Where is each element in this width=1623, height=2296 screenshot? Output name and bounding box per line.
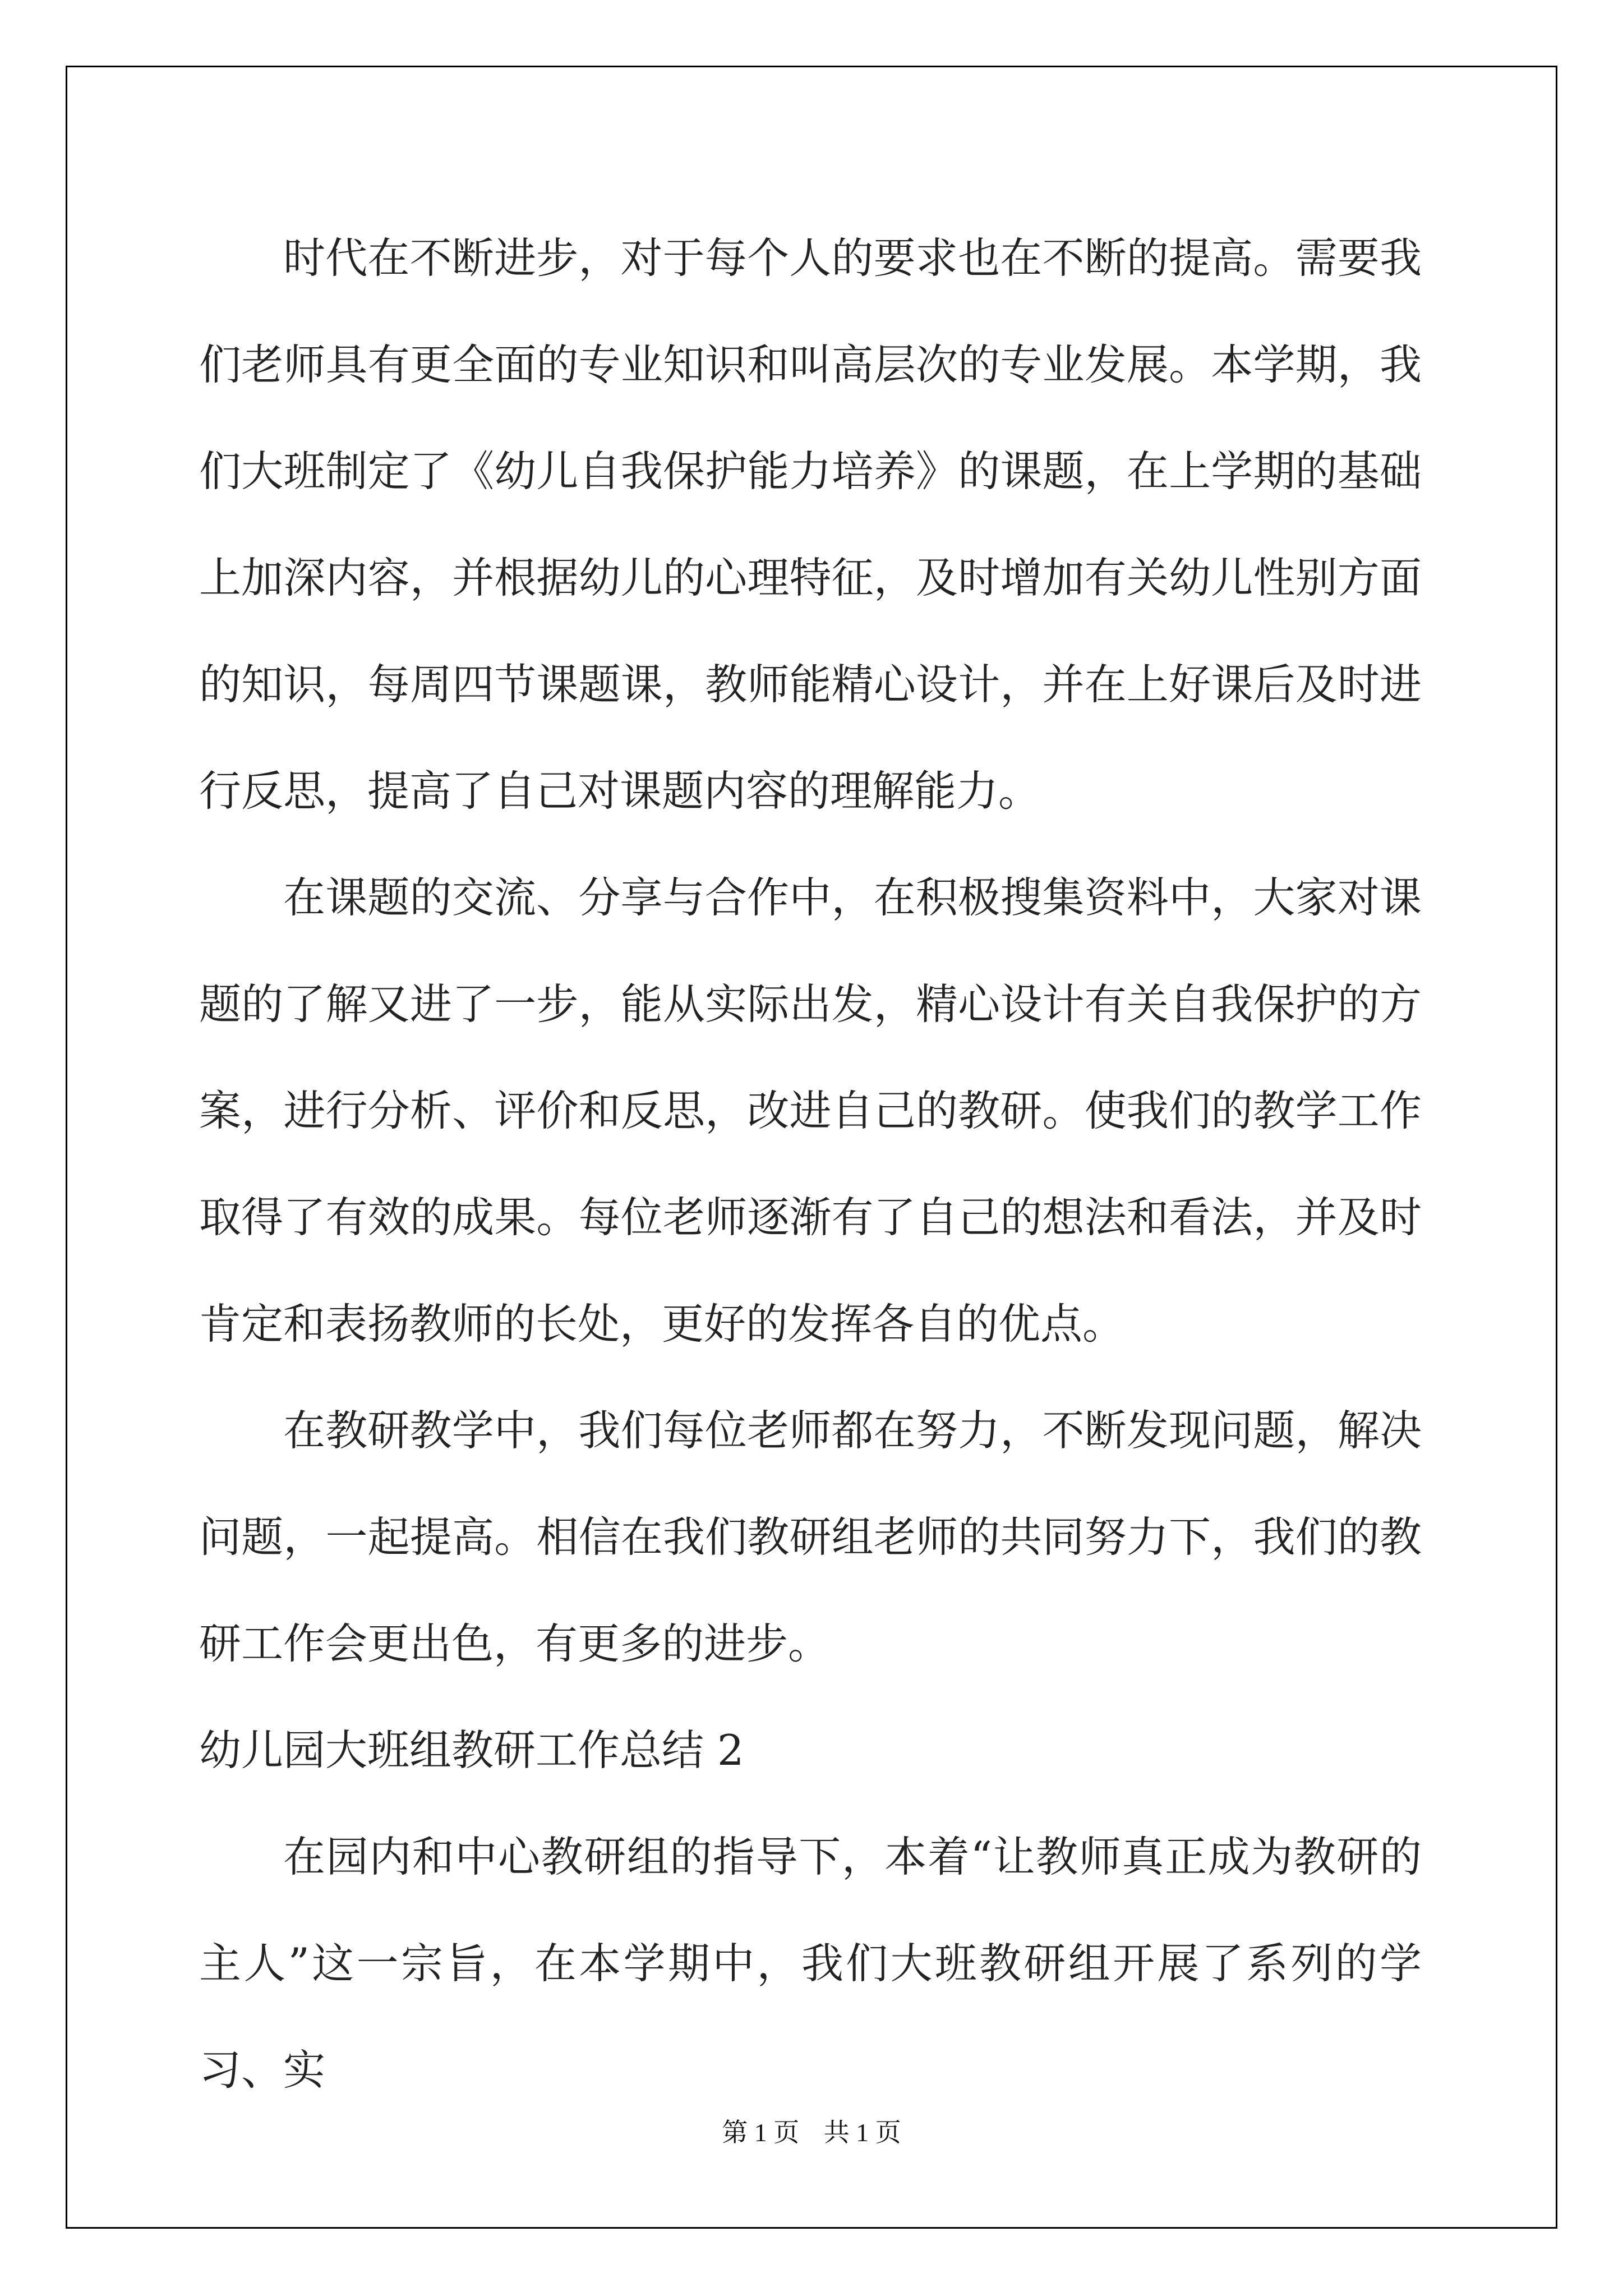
document-body bbox=[199, 205, 1422, 2123]
page-footer bbox=[0, 2116, 1623, 2150]
paragraph-3: 在教研教学中，我们每位老师都在努力，不断发现问题，解决问题，一起提高。相信在我们教研组老师的共同努力下，我们的教研工作会更出色，有更多的进步。 bbox=[199, 1406, 1422, 1668]
paragraph-2: 在课题的交流、分享与合作中，在积极搜集资料中，大家对课题的了解又进了一步，能从实际出发，精心设计有关自我保护的方案，进行分析、评价和反思，改进自己的教研。使我们的教学工作取得了有效的成果。每位老师逐渐有了自己的想法和看法，并及时肯定和表扬教师的长处，更好的发挥各自的优点。 bbox=[199, 873, 1422, 1349]
section-heading: 幼儿园大班组教研工作总结 2 bbox=[199, 1726, 744, 1775]
paragraph-4: 在园内和中心教研组的指导下，本着“让教师真正成为教研的主人”这一宗旨，在本学期中，我们大班教研组开展了系列的学习、实 bbox=[199, 1832, 1422, 2095]
page-number-total: 共 1 页 bbox=[823, 2118, 901, 2147]
page-number-current: 第 1 页 bbox=[722, 2118, 800, 2147]
paragraph-1: 时代在不断进步，对于每个人的要求也在不断的提高。需要我们老师具有更全面的专业知识和叫高层次的专业发展。本学期，我们大班制定了《幼儿自我保护能力培养》的课题，在上学期的基础上加深内容，并根据幼儿的心理特征，及时增加有关幼儿性别方面的知识，每周四节课题课，教师能精心设计，并在上好课后及时进行反思，提高了自己对课题内容的理解能力。 bbox=[199, 233, 1422, 816]
